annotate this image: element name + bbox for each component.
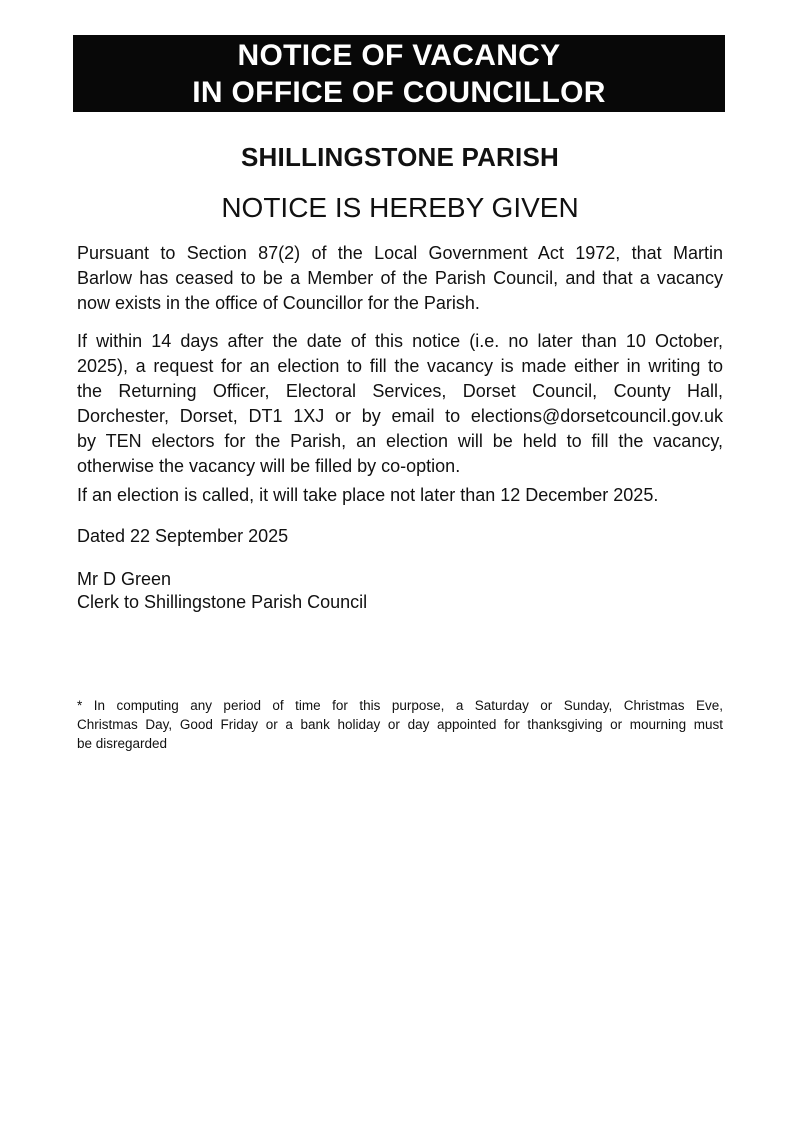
banner-title-line: NOTICE OF VACANCY [237, 38, 561, 72]
footnote-time-computation [77, 696, 723, 753]
paragraph-line: 2025), a request for an election to fill the vacancy is made either in writing to [77, 356, 723, 376]
paragraph-line: Dorchester, Dorset, DT1 1XJ or by email to elections@dorsetcouncil.gov.uk [77, 406, 723, 426]
parish-title: SHILLINGSTONE PARISH [241, 142, 559, 172]
footnote-line: be disregarded [77, 736, 168, 751]
paragraph-line: the Returning Officer, Electoral Services, Dorset Council, County Hall, [77, 381, 723, 401]
paragraph-line: Pursuant to Section 87(2) of the Local Government Act 1972, that Martin [77, 243, 723, 263]
banner-title-line: IN OFFICE OF COUNCILLOR [192, 75, 606, 109]
signatory-title: Clerk to Shillingstone Parish Council [77, 592, 368, 612]
paragraph-line: If within 14 days after the date of this notice (i.e. no later than 10 October, [77, 331, 723, 351]
paragraph-election-request-procedure [77, 329, 723, 479]
footnote-line: Christmas Day, Good Friday or a bank holiday or day appointed for thanksgiving or mourning must [77, 717, 723, 732]
election-date-statement: If an election is called, it will take place not later than 12 December 2025. [77, 485, 659, 505]
paragraph-line: by TEN electors for the Parish, an election will be held to fill the vacancy, [77, 431, 723, 451]
paragraph-line: Barlow has ceased to be a Member of the Parish Council, and that a vacancy [77, 268, 723, 288]
footnote-line: * In computing any period of time for this purpose, a Saturday or Sunday, Christmas Eve, [77, 698, 723, 713]
paragraph-vacancy-declaration [77, 241, 723, 316]
notice-heading: NOTICE IS HEREBY GIVEN [221, 192, 579, 223]
paragraph-line: now exists in the office of Councillor for the Parish. [77, 293, 480, 313]
dated-line: Dated 22 September 2025 [77, 526, 289, 546]
signature-block [77, 568, 723, 614]
signatory-name: Mr D Green [77, 569, 172, 589]
notice-banner [73, 35, 725, 112]
paragraph-line: otherwise the vacancy will be filled by co-option. [77, 456, 461, 476]
